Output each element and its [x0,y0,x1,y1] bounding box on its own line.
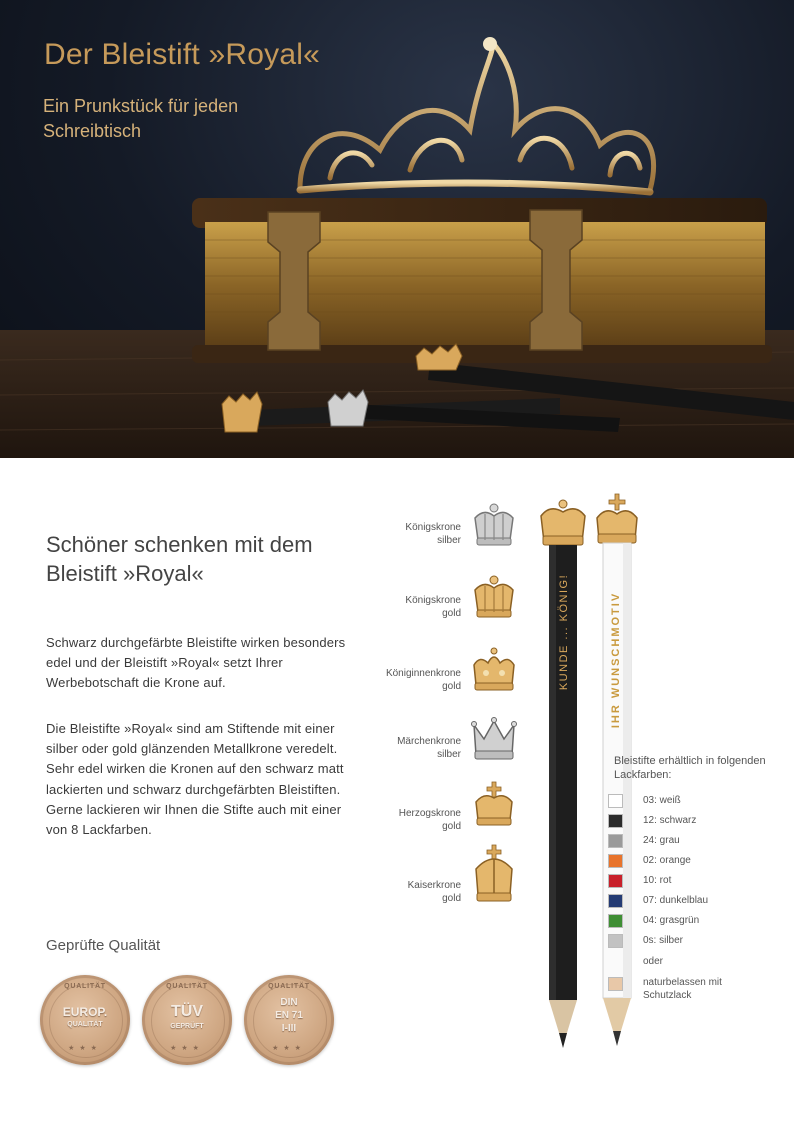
badge-top-text: QUALITÄT [64,983,106,990]
swatch-schwarz [608,814,623,828]
color-label: 04: grasgrün [643,915,700,926]
badge-top-text: QUALITÄT [166,983,208,990]
tiara [300,40,654,192]
swatch-grasgruen [608,914,623,928]
quality-badge-europe [40,975,130,1065]
badge-main-text: EUROP. [62,1005,108,1019]
badge-sub-text-2: I-III [281,1023,297,1034]
badge-sub-text: EN 71 [275,1010,303,1021]
crown-label-6: Kaiserkrone gold [407,880,461,904]
swatch-rot [608,874,623,888]
badge-stars-icon: ★★★ [170,1045,204,1052]
tiara-jewel [483,37,497,51]
hero-image [0,0,794,458]
crown-label-2: Königskrone gold [405,595,461,619]
badge-top-text: QUALITÄT [268,983,310,990]
swatch-orange [608,854,623,868]
badge-sub-text: GEPRÜFT [170,1023,204,1030]
color-label: 24: grau [643,835,680,846]
black-pencil-imprint: KUNDE ... KÖNIG! [558,573,570,691]
badge-stars-icon: ★★★ [68,1045,102,1052]
page-title: Der Bleistift »Royal« [44,38,320,71]
intro-paragraph-2: Die Bleistifte »Royal« sind am Stiftende mit einer silber oder gold glänzenden Metallkrone veredelt. Sehr edel wirken die Kronen auf den schwarz matt lackierten und schwarz durchgefärbten Bleistiften. Gerne lackieren wir Ihnen die Stifte auch mit einer von 8 Lackfarben. [46,721,344,838]
page-subtitle: Ein Prunkstück für jeden Schreibtisch [43,96,239,141]
crown-label-3: Königinnenkrone gold [385,668,461,692]
badge-stars-icon: ★★★ [272,1045,306,1052]
crown-label-1: Königskrone silber [405,522,461,546]
black-pencil [536,498,590,1073]
color-label: 0s: silber [643,935,684,946]
swatch-silber [608,934,623,948]
swatch-natur [608,977,623,991]
section-heading: Schöner schenken mit dem Bleistift »Royal« [46,532,313,586]
king-crown-silver-icon [470,500,518,550]
badge-main-text: TÜV [171,1003,203,1020]
pencil-duke-crown-gold-icon [597,494,637,543]
badge-main-text: DIN [280,997,298,1008]
pencil-crown-gold-icon [541,500,585,545]
queen-crown-gold-icon [470,645,518,695]
quality-badge-din [244,975,334,1065]
black-pencil-imprint-area [556,564,572,944]
emperor-crown-gold-icon [470,843,518,905]
fairy-crown-silver-icon [470,715,518,765]
intro-paragraph-1: Schwarz durchgefärbte Bleistifte wirken besonders edel und der Bleistift »Royal« setzt Ihrer Werbebotschaft die Krone auf. [46,635,346,691]
badge-sub-text: QUALITÄT [67,1021,103,1028]
duke-crown-gold-icon [470,780,518,830]
color-label: 12: schwarz [643,815,697,826]
color-label: 07: dunkelblau [643,895,709,906]
color-natural-label: naturbelassen mit Schutzlack [643,977,722,1001]
color-label: 02: orange [643,855,691,866]
king-crown-gold-icon [470,572,518,622]
color-label: 10: rot [643,875,672,886]
color-options-heading: Bleistifte erhältlich in folgenden Lackfarben: [614,755,766,781]
swatch-weiss [608,794,623,808]
color-label: 03: weiß [643,795,681,806]
color-or-label: oder [643,956,664,967]
swatch-grau [608,834,623,848]
swatch-dunkelblau [608,894,623,908]
quality-heading: Geprüfte Qualität [46,937,161,954]
white-pencil-imprint: IHR WUNSCHMOTIV [610,591,622,729]
crown-label-4: Märchenkrone silber [397,736,461,760]
crown-label-5: Herzogskrone gold [398,808,461,832]
quality-badge-tuev [142,975,232,1065]
